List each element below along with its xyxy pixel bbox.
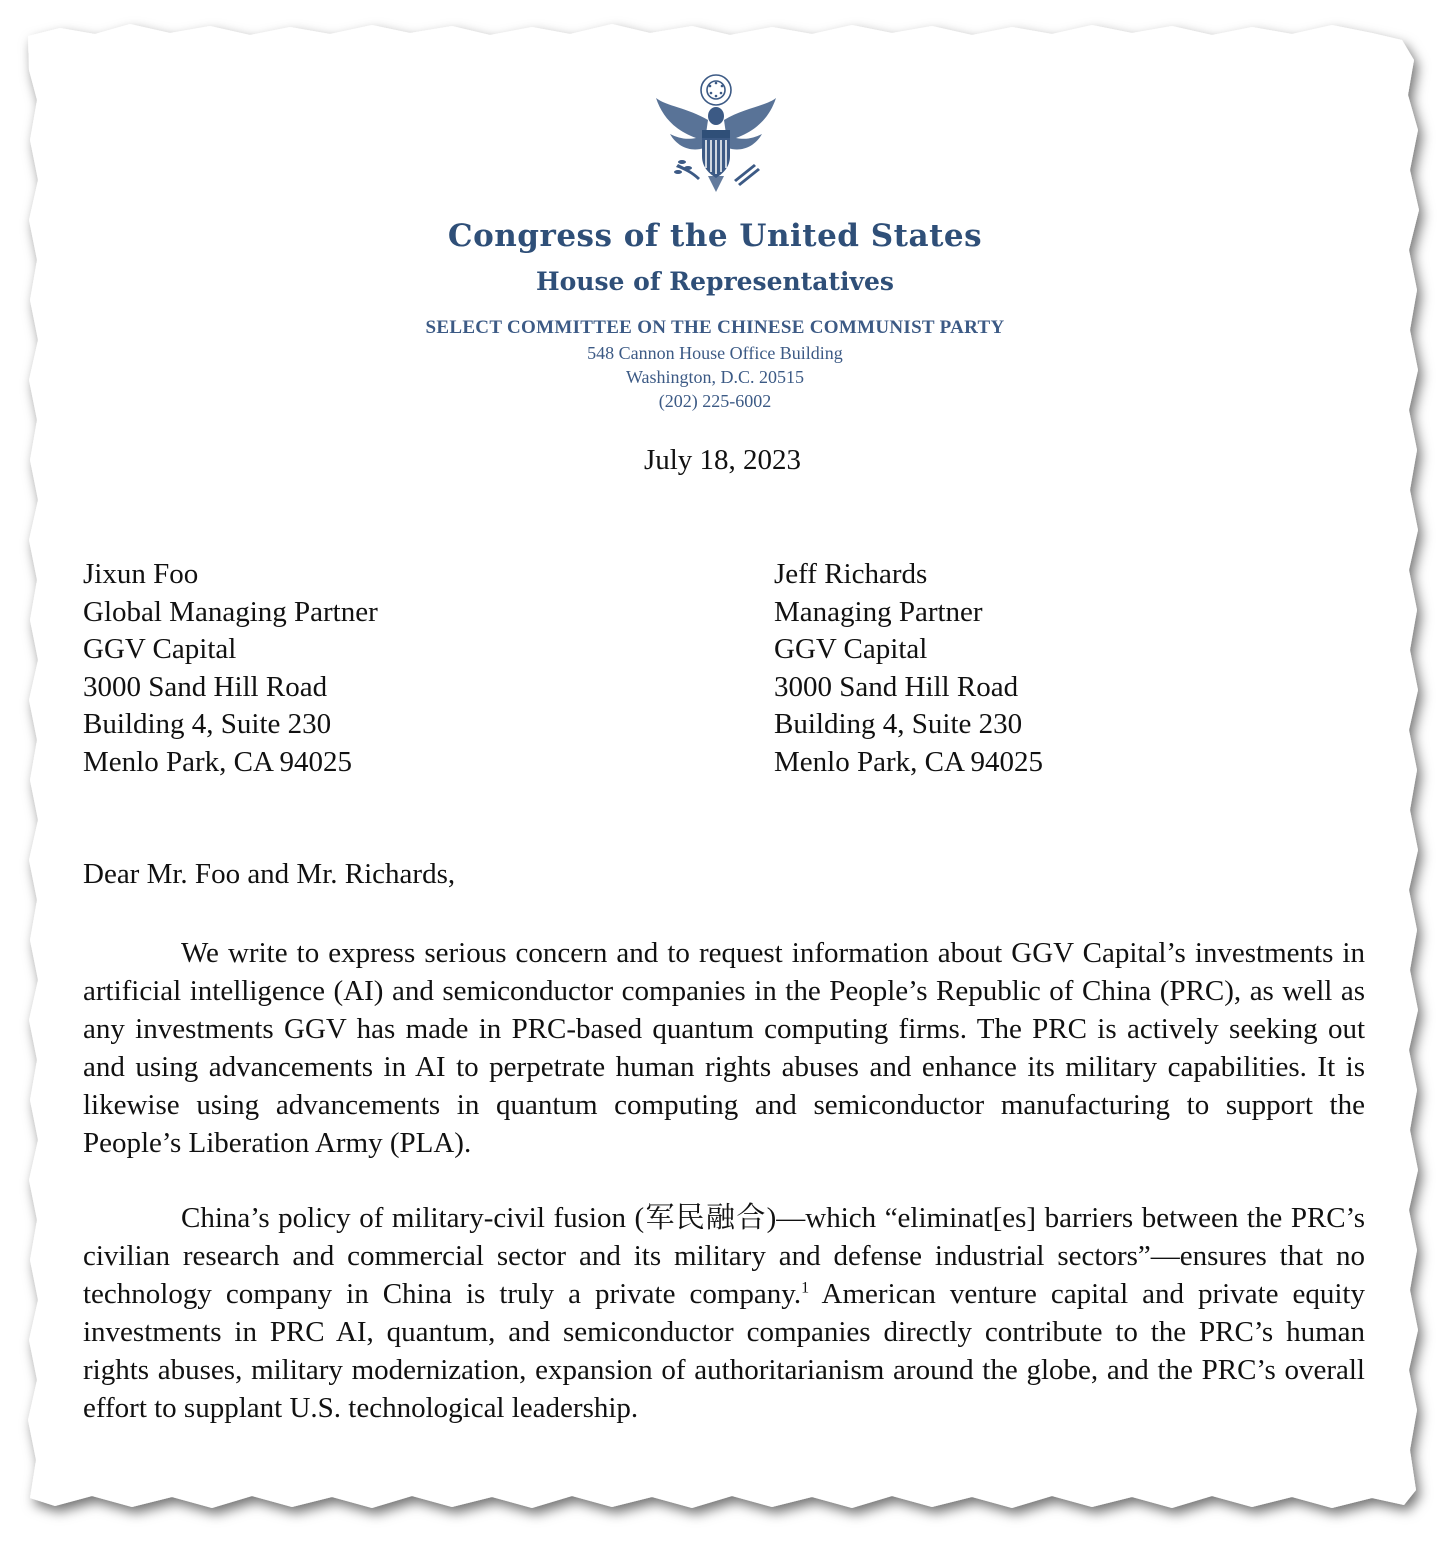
salutation: Dear Mr. Foo and Mr. Richards,: [83, 858, 456, 890]
body-paragraph-1: [83, 934, 1365, 1162]
letterhead-address-line2: Washington, D.C. 20515: [625, 367, 805, 387]
recipient-suite: Building 4, Suite 230: [83, 708, 332, 741]
letterhead-congress: Congress of the United States: [447, 218, 983, 254]
recipient-company: GGV Capital: [83, 633, 237, 666]
recipient-city: Menlo Park, CA 94025: [774, 745, 1044, 778]
recipient-name: Jeff Richards: [774, 558, 928, 590]
recipient-suite: Building 4, Suite 230: [774, 708, 1023, 741]
recipient-company: GGV Capital: [774, 633, 928, 666]
letterhead-address-line1: 548 Cannon House Office Building: [587, 343, 843, 363]
paragraph-2-text-a: China’s policy of military-civil fusion (军民融合)—which “eliminat[es] barriers between the PRC’s civilian research and commercial sector and its military and defense industrial sectors”—ensures that no technology company in China is truly a private company.: [83, 1202, 1365, 1310]
paragraph-1-text: We write to express serious concern and to request information about GGV Capital’s investments in artificial intelligence (AI) and semiconductor companies in the People’s Republic of China (PRC), as well as any investments GGV has made in PRC-based quantum computing firms. The PRC is actively seeking out and using advancements in AI to perpetrate human rights abuses and enhance its military capabilities. It is likewise using advancements in quantum computing and semiconductor manufacturing to support the People’s Liberation Army (PLA).: [83, 937, 1365, 1159]
recipient-street: 3000 Sand Hill Road: [774, 670, 1019, 703]
recipient-title: Managing Partner: [774, 595, 983, 628]
letterhead-house: House of Representatives: [536, 267, 894, 296]
footnote-reference[interactable]: 1: [801, 1279, 810, 1297]
eagle-seal-icon: [648, 68, 784, 204]
recipient-block-richards: [774, 556, 1043, 782]
paragraph-2-text-b: American venture capital and private equity investments in PRC AI, quantum, and semiconductor companies directly contribute to the PRC’s human rights abuses, military modernization, expansion of authoritarianism around the globe, and the PRC’s overall effort to supplant U.S. technological leadership.: [83, 1278, 1365, 1424]
letterhead-committee: SELECT COMMITTEE ON THE CHINESE COMMUNIST PARTY: [425, 317, 1005, 338]
recipient-street: 3000 Sand Hill Road: [83, 670, 328, 703]
recipient-title: Global Managing Partner: [83, 595, 378, 628]
body-paragraph-2: [83, 1199, 1365, 1427]
recipient-name: Jixun Foo: [83, 558, 199, 590]
recipient-city: Menlo Park, CA 94025: [83, 745, 353, 778]
recipient-block-foo: [83, 556, 378, 782]
letterhead-phone: (202) 225-6002: [658, 391, 772, 411]
letter-date: July 18, 2023: [643, 444, 802, 476]
